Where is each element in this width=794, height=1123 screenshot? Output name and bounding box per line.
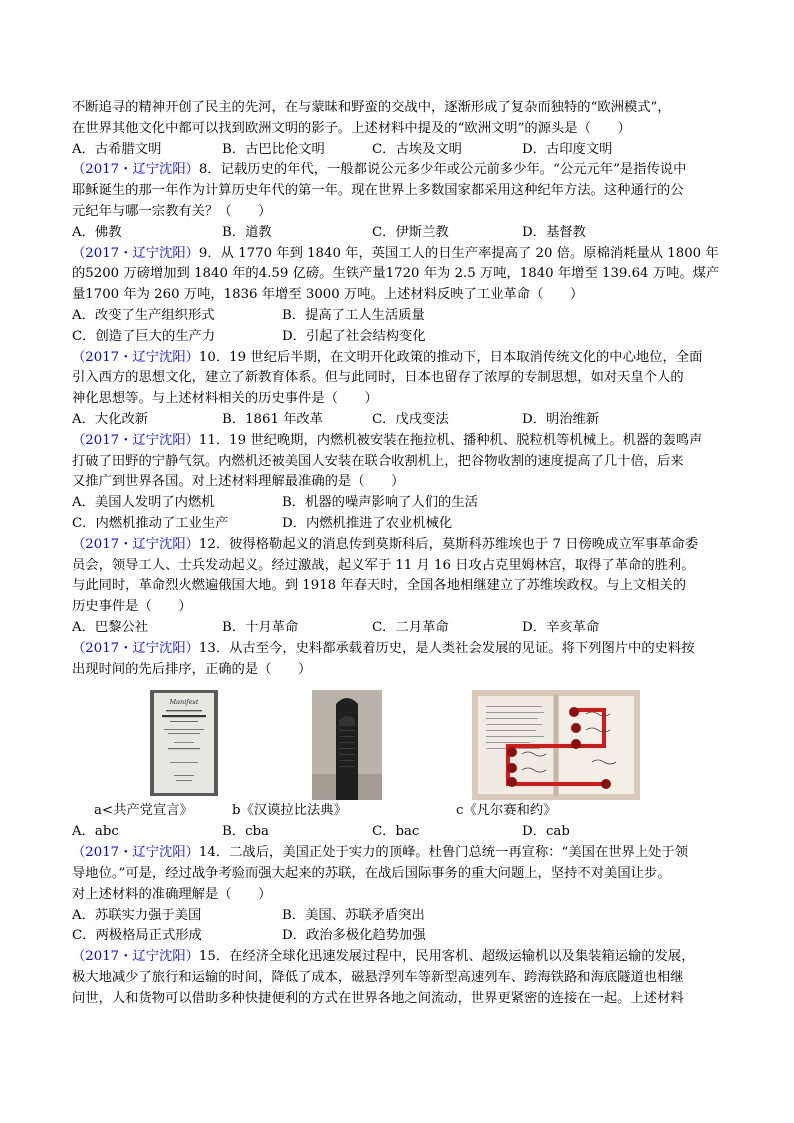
option-c[interactable]: C．两极格局正式形成: [72, 928, 202, 944]
question-source: （2017・辽宁沈阳）: [72, 245, 199, 261]
option-a[interactable]: A．abc: [72, 824, 119, 840]
option-d[interactable]: D．明治维新: [522, 411, 600, 427]
option-c[interactable]: C．古埃及文明: [372, 141, 462, 157]
question-source: （2017・辽宁沈阳）: [72, 162, 199, 178]
question-text: 出现时间的先后排序，正确的是（ ）: [72, 661, 312, 677]
option-b[interactable]: B．cba: [222, 824, 269, 840]
question-text: 历史事件是（ ）: [72, 599, 192, 615]
option-a[interactable]: A．古希腊文明: [72, 141, 162, 157]
question-text: 8．记载历史的年代，一般都说公元多少年或公元前多少年。“公元元年”是指传说中: [198, 162, 687, 178]
question-text: 9．从 1770 年到 1840 年，英国工人的日生产率提高了 20 倍。原棉消耗量从 1800 年: [198, 245, 719, 261]
options-row: [72, 410, 724, 431]
option-b[interactable]: B．美国、苏联矛盾突出: [282, 907, 425, 923]
question-source: （2017・辽宁沈阳）: [72, 432, 199, 448]
option-d[interactable]: D．古印度文明: [522, 141, 613, 157]
question-text: 对上述材料的准确理解是（ ）: [72, 886, 272, 902]
option-a[interactable]: A．大化改新: [72, 411, 149, 427]
question-text: 打破了田野的宁静气氛。内燃机还被美国人安装在联合收割机上，把谷物收割的速度提高了几十倍，后来: [72, 453, 684, 469]
caption-b: b《汉谟拉比法典》: [232, 803, 347, 819]
caption-a: a<共产党宣言》: [94, 803, 193, 819]
exam-page: [72, 98, 724, 1009]
question-11: [72, 431, 724, 535]
options-row: [72, 327, 724, 348]
source-images: [72, 690, 724, 800]
option-b[interactable]: B．道教: [222, 224, 272, 240]
option-b[interactable]: B．1861 年改革: [222, 411, 324, 427]
option-b[interactable]: B．提高了工人生活质量: [282, 307, 425, 323]
option-b[interactable]: B．机器的噪声影响了人们的生活: [282, 495, 478, 511]
option-d[interactable]: D．引起了社会结构变化: [282, 328, 426, 344]
option-c[interactable]: C．二月革命: [372, 619, 449, 635]
question-source: （2017・辽宁沈阳）: [72, 949, 199, 965]
question-text: 神化思想等。与上述材料相关的历史事件是（ ）: [72, 391, 378, 407]
communist-manifesto-image: [150, 690, 218, 796]
question-10: [72, 348, 724, 431]
option-d[interactable]: D．内燃机推进了农业机械化: [282, 515, 453, 531]
options-row: [72, 906, 724, 927]
option-c[interactable]: C．内燃机推动了工业生产: [72, 515, 229, 531]
question-source: （2017・辽宁沈阳）: [72, 640, 199, 656]
option-a[interactable]: A．佛教: [72, 224, 122, 240]
question-text: 又推广到世界各国。对上述材料理解最准确的是（ ）: [72, 474, 405, 490]
question-text: 在世界其他文化中都可以找到欧洲文明的影子。上述材料中提及的“欧洲文明”的源头是（ ）: [72, 120, 631, 136]
question-text: 11．19 世纪晚期，内燃机被安装在拖拉机、播种机、脱粒机等机械上。机器的轰鸣声: [198, 432, 703, 448]
question-text: 员会，领导工人、士兵发动起义。经过激战，起义军于 11 月 16 日攻占克里姆林宫，取得了革命的胜利。: [72, 557, 695, 573]
option-a[interactable]: A．改变了生产组织形式: [72, 307, 215, 323]
image-captions: [72, 800, 724, 822]
question-text: 不断追寻的精神开创了民主的先河，在与蒙昧和野蛮的交战中，逐渐形成了复杂而独特的“欧洲模式”，: [72, 100, 671, 115]
option-a[interactable]: A．巴黎公社: [72, 619, 149, 635]
options-row: [72, 306, 724, 327]
option-b[interactable]: B．十月革命: [222, 619, 299, 635]
option-c[interactable]: C．戊戌变法: [372, 411, 449, 427]
question-text: 15．在经济全球化迅速发展过程中，民用客机、超级运输机以及集装箱运输的发展，: [198, 949, 695, 965]
option-c[interactable]: C．bac: [372, 824, 420, 840]
question-text: 14．二战后，美国正处于实力的顶峰。杜鲁门总统一再宣称：“美国在世界上处于领: [198, 845, 689, 861]
option-a[interactable]: A．美国人发明了内燃机: [72, 495, 215, 511]
option-c[interactable]: C．创造了巨大的生产力: [72, 328, 216, 344]
question-text: 13．从古至今，史料都承载着历史，是人类社会发展的见证。将下列图片中的史料按: [198, 640, 695, 656]
question-14: [72, 843, 724, 947]
hammurabi-stele-image: [312, 690, 382, 800]
options-row: [72, 223, 724, 244]
question-text: 元纪年与哪一宗教有关？（ ）: [72, 203, 272, 219]
question-15: [72, 947, 724, 1009]
manifesto-title: Manifest: [169, 698, 199, 707]
question-text: 问世，人和货物可以借助多种快捷便利的方式在世界各地之间流动，世界更紧密的连接在一起。上述材料: [72, 990, 684, 1006]
question-source: （2017・辽宁沈阳）: [72, 349, 199, 365]
question-text: 导地位。”可是，经过战争考验而强大起来的苏联，在战后国际事务的重大问题上，坚持不对美国让步。: [72, 865, 671, 881]
question-8: [72, 160, 724, 243]
caption-c: c《凡尔赛和约》: [456, 803, 557, 819]
question-text: 量1700 年为 260 万吨，1836 年增至 3000 万吨。上述材料反映了工业革命（ ）: [72, 287, 584, 303]
question-text: 耶稣诞生的那一年作为计算历史年代的第一年。现在世界上多数国家都采用这种纪年方法。这种通行的公: [72, 183, 684, 199]
options-row: [72, 493, 724, 514]
option-d[interactable]: D．基督教: [522, 224, 586, 240]
question-13: [72, 639, 724, 843]
versailles-treaty-image: [472, 690, 640, 800]
option-a[interactable]: A．苏联实力强于美国: [72, 907, 202, 923]
question-9: [72, 244, 724, 348]
options-row: [72, 618, 724, 639]
option-d[interactable]: D．政治多极化趋势加强: [282, 928, 426, 944]
question-text: 12．彼得格勒起义的消息传到莫斯科后，莫斯科苏维埃也于 7 日傍晚成立军事革命委: [198, 536, 699, 552]
option-b[interactable]: B．古巴比伦文明: [222, 141, 325, 157]
question-text: 极大地减少了旅行和运输的时间，降低了成本，磁悬浮列车等新型高速列车、跨海铁路和海底隧道也相继: [72, 969, 684, 985]
option-c[interactable]: C．伊斯兰教: [372, 224, 449, 240]
question-text: 与此同时，革命烈火燃遍俄国大地。到 1918 年春天时，全国各地相继建立了苏维埃政权。与上文相关的: [72, 578, 687, 594]
question-source: （2017・辽宁沈阳）: [72, 845, 199, 861]
question-7: [72, 98, 724, 160]
question-text: 的5200 万磅增加到 1840 年的4.59 亿磅。生铁产量1720 年为 2.5 万吨，1840 年增至 139.64 万吨。煤产: [72, 266, 720, 282]
question-source: （2017・辽宁沈阳）: [72, 536, 199, 552]
options-row: [72, 926, 724, 947]
option-d[interactable]: D．cab: [522, 824, 570, 840]
question-12: [72, 535, 724, 639]
question-text: 引入西方的思想文化，建立了新教育体系。但与此同时，日本也留存了浓厚的专制思想，如对天皇个人的: [72, 370, 684, 386]
option-d[interactable]: D．辛亥革命: [522, 619, 600, 635]
options-row: [72, 822, 724, 843]
options-row: [72, 140, 724, 161]
question-text: 10．19 世纪后半期，在文明开化政策的推动下，日本取消传统文化的中心地位，全面: [198, 349, 703, 365]
options-row: [72, 514, 724, 535]
